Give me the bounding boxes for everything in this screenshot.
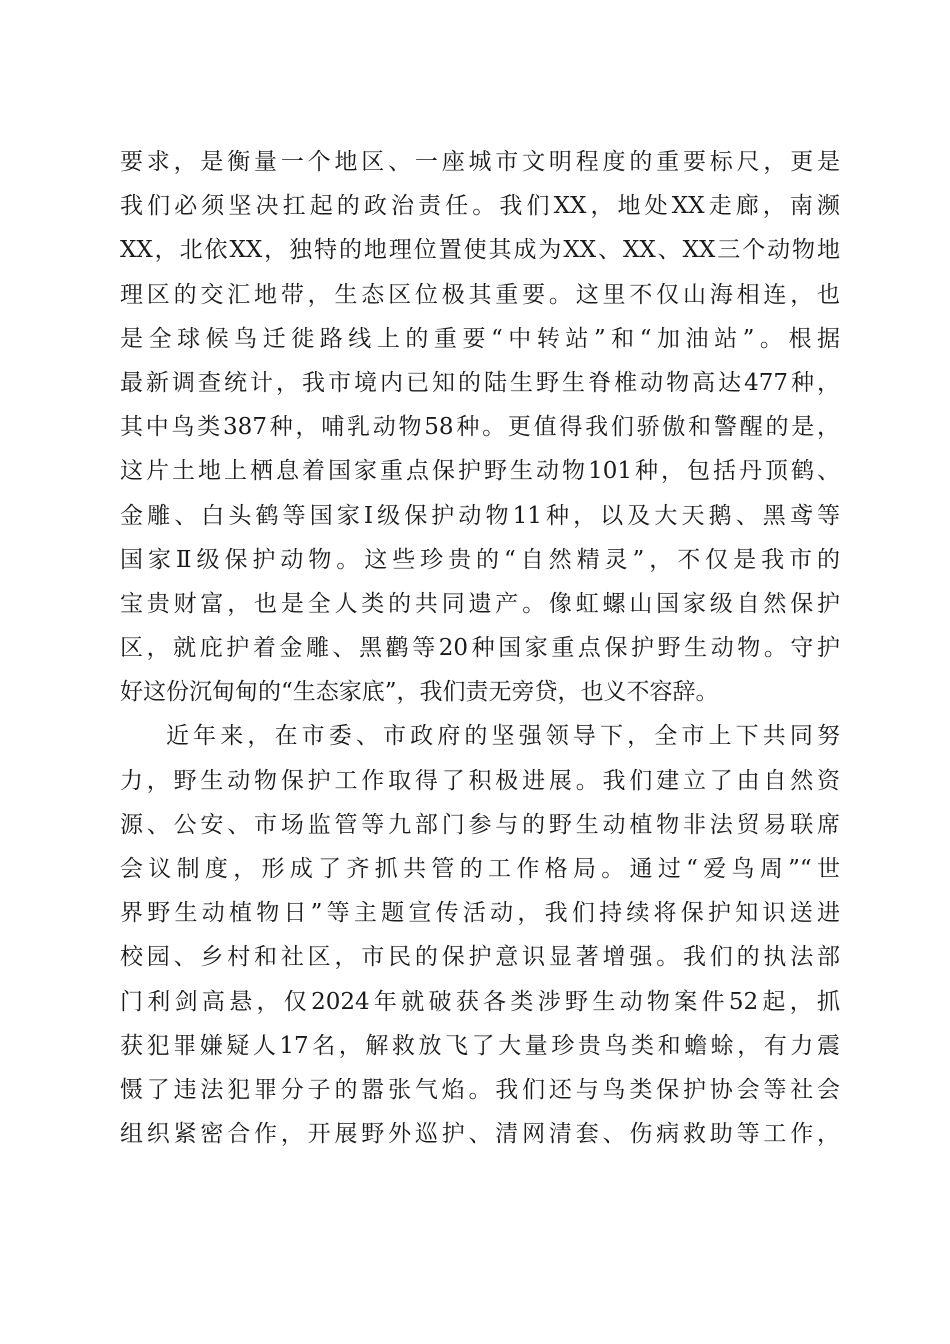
paragraph-2-line-10: 组织紧密合作，开展野外巡护、清网清套、伤病救助等工作， xyxy=(120,1121,840,1148)
paragraph-1-line-2: 我们必须坚决扛起的政治责任。我们XX，地处XX走廊，南濒 xyxy=(120,193,840,220)
paragraph-2-line-8: 获犯罪嫌疑人17名，解救放飞了大量珍贵鸟类和蟾蜍，有力震 xyxy=(120,1032,840,1059)
paragraph-1-line-8: 这片土地上栖息着国家重点保护野生动物101种，包括丹顶鹤、 xyxy=(120,458,840,485)
paragraph-1-line-1: 要求，是衡量一个地区、一座城市文明程度的重要标尺，更是 xyxy=(120,149,840,175)
paragraph-2-line-5: 界野生动植物日”等主题宣传活动，我们持续将保护知识送进 xyxy=(120,900,840,927)
paragraph-1-line-4: 理区的交汇地带，生态区位极其重要。这里不仅山海相连，也 xyxy=(120,281,840,308)
paragraph-2-line-2: 力，野生动物保护工作取得了积极进展。我们建立了由自然资 xyxy=(120,767,840,794)
paragraph-2-line-3: 源、公安、市场监管等九部门参与的野生动植物非法贸易联席 xyxy=(120,811,840,838)
paragraph-1-line-6: 最新调查统计，我市境内已知的陆生野生脊椎动物高达477种， xyxy=(120,369,840,396)
paragraph-1-line-9: 金雕、白头鹤等国家Ⅰ级保护动物11种，以及大天鹅、黑鸢等 xyxy=(120,502,840,529)
paragraph-2-line-1: 近年来，在市委、市政府的坚强领导下，全市上下共同努 xyxy=(166,723,840,750)
paragraph-1-line-5: 是全球候鸟迁徙路线上的重要“中转站”和“加油站”。根据 xyxy=(120,325,840,352)
paragraph-2-line-7: 门利剑高悬，仅2024年就破获各类涉野生动物案件52起，抓 xyxy=(120,988,840,1015)
paragraph-1-line-13: 好这份沉甸甸的“生态家底”，我们责无旁贷，也义不容辞。 xyxy=(120,679,719,706)
body-text xyxy=(120,140,840,1156)
paragraph-2-line-4: 会议制度，形成了齐抓共管的工作格局。通过“爱鸟周”“世 xyxy=(120,856,840,882)
paragraph-1-line-10: 国家Ⅱ级保护动物。这些珍贵的“自然精灵”，不仅是我市的 xyxy=(120,546,840,573)
paragraph-1-line-11: 宝贵财富，也是全人类的共同遗产。像虹螺山国家级自然保护 xyxy=(120,590,840,617)
paragraph-1-line-7: 其中鸟类387种，哺乳动物58种。更值得我们骄傲和警醒的是， xyxy=(120,414,840,441)
paragraph-2-line-9: 慑了违法犯罪分子的嚣张气焰。我们还与鸟类保护协会等社会 xyxy=(120,1076,840,1103)
paragraph-1-line-12: 区，就庇护着金雕、黑鹳等20种国家重点保护野生动物。守护 xyxy=(120,635,840,662)
paragraph-1-line-3: XX，北依XX，独特的地理位置使其成为XX、XX、XX三个动物地 xyxy=(120,237,840,264)
paragraph-2-line-6: 校园、乡村和社区，市民的保护意识显著增强。我们的执法部 xyxy=(120,944,840,971)
